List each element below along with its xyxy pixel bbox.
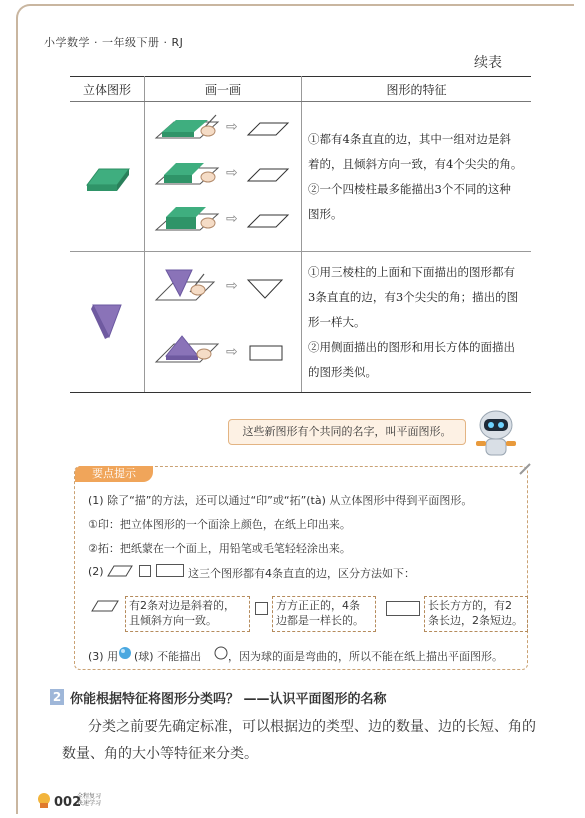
key-point-rub: ②拓：把纸蒙在一个面上，用铅笔或毛笔轻轻涂出来。 — [88, 542, 351, 555]
table-row — [70, 102, 531, 252]
book-title: 小学数学 · 一年级下册 · RJ — [44, 36, 184, 49]
svg-text:⇨: ⇨ — [226, 277, 238, 294]
feature-cell — [302, 252, 532, 393]
description-line: 方方正正的，4条 — [276, 599, 360, 612]
speech-bubble: 这些新图形有个共同的名字，叫平面图形。 — [228, 419, 466, 445]
solid-cell — [70, 252, 145, 393]
robot-mascot-icon — [470, 405, 522, 461]
rectangle-icon — [386, 601, 420, 616]
ball-icon — [118, 646, 132, 660]
draw-cell — [145, 102, 302, 252]
table-header-cell: 立体图形 — [70, 77, 145, 102]
table-header-cell: 画一画 — [145, 77, 302, 102]
shape-feature-table — [70, 76, 531, 393]
section-title: 你能根据特征将图形分类吗？ ——认识平面图形的名称 — [70, 692, 387, 707]
section-number: 2 — [50, 689, 64, 705]
parallelogram-icon — [90, 599, 120, 613]
description-line: 且倾斜方向一致。 — [129, 614, 217, 627]
description-line: 条长边，2条短边。 — [428, 614, 523, 627]
svg-text:⇨: ⇨ — [226, 343, 238, 360]
table-header-cell: 图形的特征 — [302, 77, 532, 102]
square-icon — [139, 565, 151, 577]
parallelogram-icon — [106, 564, 134, 578]
svg-text:⇨: ⇨ — [226, 165, 238, 181]
key-points-tab: 要点提示 — [75, 466, 153, 482]
series-label-line: 快速学习 — [77, 800, 102, 807]
section-paragraph-line: 分类之前要先确定标准，可以根据边的类型、边的数量、边的长短、角的 — [88, 719, 536, 735]
feature-line: ①都有4条直直的边，其中一组对边是斜 — [308, 131, 511, 146]
svg-text:⇨: ⇨ — [226, 211, 238, 227]
key-point-3-c: ，因为球的面是弯曲的，所以不能在纸上描出平面图形。 — [228, 650, 503, 663]
description-line: 有2条对边是斜着的， — [129, 599, 235, 612]
rectangle-icon — [156, 564, 184, 577]
pencil-icon — [518, 462, 532, 476]
solid-cell — [70, 102, 145, 252]
series-label — [77, 793, 101, 807]
rectangle-description — [424, 596, 528, 632]
feature-line: 3条直直的边，有3个尖尖的角；描出的图 — [308, 289, 519, 304]
key-point-3-a: (3) 用 — [88, 650, 119, 663]
tracing-illustration — [148, 256, 298, 386]
parallelogram-description — [125, 596, 250, 632]
key-point-2-prefix: (2) — [88, 565, 104, 578]
feature-line: 着的，且倾斜方向一致，有4个尖尖的角。 — [308, 156, 523, 171]
section-paragraph-line: 数量、角的大小等特征来分类。 — [62, 746, 258, 762]
feature-line: 形一样大。 — [308, 314, 366, 329]
circle-icon — [214, 646, 228, 660]
square-icon — [255, 602, 268, 615]
key-point-3-b: (球) 不能描出 — [134, 650, 202, 663]
continued-label: 续表 — [474, 55, 502, 71]
quadrilateral-prism-illustration — [79, 155, 135, 195]
mascot-logo-icon — [36, 791, 52, 809]
key-point-1: (1) 除了“描”的方法，还可以通过“印”或“拓”(tà) 从立体图形中得到平面图形。 — [88, 494, 473, 507]
key-point-stamp: ①印：把立体图形的一个面涂上颜色，在纸上印出来。 — [88, 518, 351, 531]
feature-line: ①用三棱柱的上面和下面描出的图形都有 — [308, 264, 515, 279]
svg-text:⇨: ⇨ — [226, 119, 238, 135]
feature-line: 的图形类似。 — [308, 364, 377, 379]
feature-cell — [302, 102, 532, 252]
description-line: 长长方方的，有2 — [428, 599, 512, 612]
table-row — [70, 252, 531, 393]
tracing-illustration — [148, 105, 298, 245]
description-line: 边都是一样长的。 — [276, 614, 364, 627]
page-number: 002 — [54, 795, 82, 810]
feature-line: 图形。 — [308, 206, 343, 221]
draw-cell — [145, 252, 302, 393]
square-description — [272, 596, 376, 632]
triangular-prism-illustration — [87, 299, 127, 343]
key-point-2-text: 这三个图形都有4条直直的边，区分方法如下： — [188, 567, 415, 580]
table-header-row — [70, 77, 531, 102]
series-label-line: 全程复习 — [77, 793, 102, 800]
feature-line: ②一个四棱柱最多能描出3个不同的这种 — [308, 181, 511, 196]
feature-line: ②用侧面描出的图形和用长方体的面描出 — [308, 339, 515, 354]
